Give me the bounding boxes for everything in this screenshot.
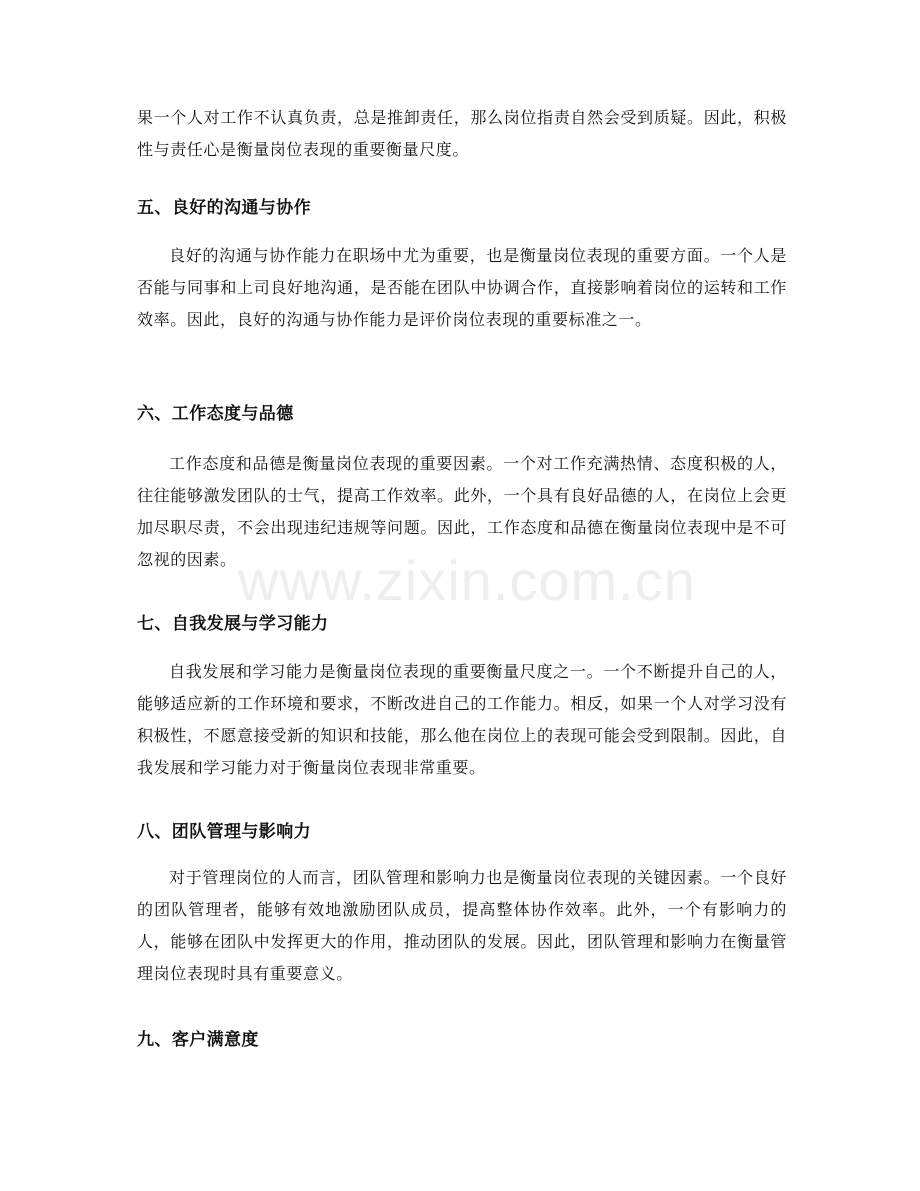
- section-heading-5: 五、良好的沟通与协作: [137, 198, 311, 218]
- section-body-8: 对于管理岗位的人而言，团队管理和影响力也是衡量岗位表现的关键因素。一个良好的团队管理者，能够有效地激励团队成员，提高整体协作效率。此外，一个有影响力的人，能够在团队中发挥更大的作用，推动团队的发展。因此，团队管理和影响力在衡量管理岗位表现时具有重要意义。: [137, 868, 787, 983]
- section-body-7: 自我发展和学习能力是衡量岗位表现的重要衡量尺度之一。一个不断提升自己的人，能够适应新的工作环境和要求，不断改进自己的工作能力。相反，如果一个人对学习没有积极性，不愿意接受新的知识和技能，那么他在岗位上的表现可能会受到限制。因此，自我发展和学习能力对于衡量岗位表现非常重要。: [137, 662, 787, 777]
- section-heading-6: 六、工作态度与品德: [137, 404, 294, 424]
- section-heading-8: 八、团队管理与影响力: [137, 822, 311, 842]
- section-heading-9: 九、客户满意度: [137, 1030, 259, 1050]
- section-body-6: 工作态度和品德是衡量岗位表现的重要因素。一个对工作充满热情、态度积极的人，往往能够激发团队的士气，提高工作效率。此外，一个具有良好品德的人，在岗位上会更加尽职尽责，不会出现违纪违规等问题。因此，工作态度和品德在衡量岗位表现中是不可忽视的因素。: [137, 454, 787, 569]
- section-heading-7: 七、自我发展与学习能力: [137, 614, 329, 634]
- watermark: www.zixin.com.cn: [238, 549, 696, 612]
- section-body-5: 良好的沟通与协作能力在职场中尤为重要，也是衡量岗位表现的重要方面。一个人是否能与同事和上司良好地沟通，是否能在团队中协调合作，直接影响着岗位的运转和工作效率。因此，良好的沟通与协作能力是评价岗位表现的重要标准之一。: [137, 246, 787, 329]
- intro-paragraph: 果一个人对工作不认真负责，总是推卸责任，那么岗位指责自然会受到质疑。因此，积极性与责任心是衡量岗位表现的重要衡量尺度。: [137, 108, 787, 159]
